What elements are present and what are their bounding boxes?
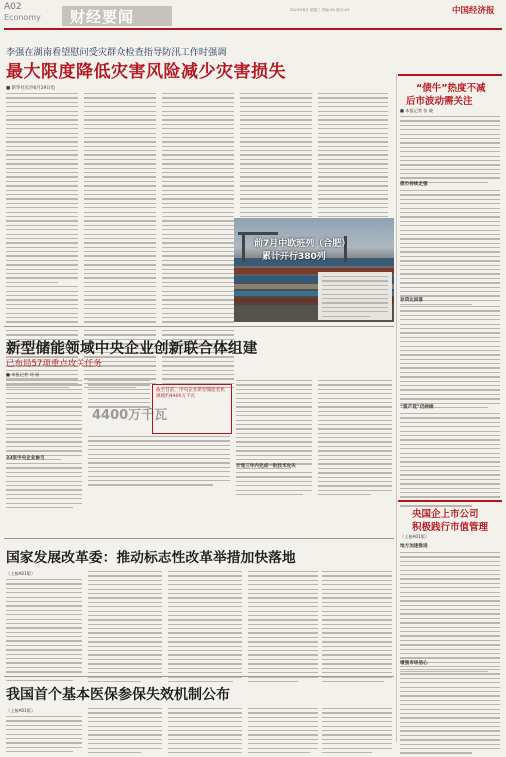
section-cn: 财经要闻 [70, 8, 135, 26]
sidebar1-headline-line1: “债牛”热度不减 [416, 83, 486, 94]
masthead-rule [4, 28, 502, 30]
article1-col5 [318, 93, 388, 229]
sidebar1-para2 [400, 190, 500, 309]
sidebar2-rule [398, 500, 502, 502]
article4-col5 [322, 708, 392, 756]
article3-tag: （上接A01版） [6, 571, 36, 576]
article2-byline: ■ 本报记者 刘 丽 [6, 372, 40, 377]
article3-top-rule [4, 538, 394, 539]
sidebar1-subhead3: “资产荒”仍持续 [400, 405, 434, 410]
sidebar1-para4 [400, 413, 500, 510]
right-column-divider [396, 74, 397, 742]
brand-logo: 中国经济报 [452, 6, 495, 16]
article4-top-rule [4, 676, 394, 677]
article2-col2b [88, 436, 230, 489]
sidebar1-para1 [400, 116, 500, 186]
photo1-caption-text [322, 276, 388, 320]
stat-note: 截至目前，中央企业新型储能装机规模约4400万千瓦 [156, 388, 225, 400]
article3-col3 [168, 571, 242, 685]
article1-kicker: 李强在湖南看望慰问受灾群众检查指导防汛工作时强调 [6, 47, 227, 58]
article3-col1 [6, 579, 82, 684]
photo1-caption-line2: 累计开行380列 [262, 252, 326, 262]
sidebar2-subhead1: 地方加速推进 [400, 544, 428, 549]
section-en: Economy [4, 13, 41, 22]
article2-col4 [318, 380, 392, 499]
article2-col3 [236, 380, 312, 472]
article4-tag: （上接A01版） [6, 708, 36, 713]
article2-deck: 已布局57项重点攻关任务 [6, 359, 102, 369]
sidebar2-para1 [400, 552, 500, 675]
article2-headline: 新型储能领域中央企业创新联合体组建 [6, 341, 258, 357]
article3-headline: 国家发展改革委：推动标志性改革举措加快落地 [6, 550, 296, 566]
date-line: 2024年6月 星期三 责编:XX 版式:XX [290, 8, 350, 12]
article3-col4 [248, 571, 318, 685]
article2-col3b [236, 472, 312, 498]
sidebar1-para3 [400, 306, 500, 411]
page-code: A02 [4, 2, 22, 12]
article2-subhead2: 计划三年内完成一批技术攻关 [236, 464, 296, 469]
sidebar2-para2 [400, 669, 500, 757]
article1-col4 [240, 93, 312, 229]
article2-subhead: 33家中央企业参与 [6, 456, 45, 461]
sidebar1-headline-line2: 后市波动需关注 [406, 96, 473, 107]
article2-col1 [6, 380, 82, 463]
stat-value: 4400万千瓦 [92, 408, 168, 423]
article4-col3 [168, 708, 242, 756]
sidebar1-subhead1: 债市持续走强 [400, 182, 428, 187]
article4-headline: 我国首个基本医保参保失效机制公布 [6, 687, 230, 703]
sidebar2-headline-line1: 央国企上市公司 [412, 509, 479, 520]
article2-top-rule [4, 326, 394, 327]
sidebar1-rule [398, 74, 502, 76]
sidebar2-tag: （上接A01版） [400, 534, 430, 539]
article1-byline: ■ 新华社长沙6月19日电 [6, 86, 56, 91]
sidebar1-subhead2: 存贷比回落 [400, 298, 423, 303]
article4-col4 [248, 708, 318, 756]
article3-col5 [322, 571, 392, 685]
article1-headline: 最大限度降低灾害风险减少灾害损失 [6, 62, 286, 82]
sidebar2-headline-line2: 积极践行市值管理 [412, 522, 489, 533]
sidebar2-subhead2: 增强市场信心 [400, 661, 428, 666]
article3-col2 [88, 571, 162, 685]
photo1-caption-line1: 前7月中欧班列（合肥） [254, 239, 351, 249]
sidebar1-byline: ■ 本报记者 张 晓 [400, 108, 434, 113]
article2-col1b [6, 463, 82, 511]
article4-col2 [88, 708, 162, 756]
